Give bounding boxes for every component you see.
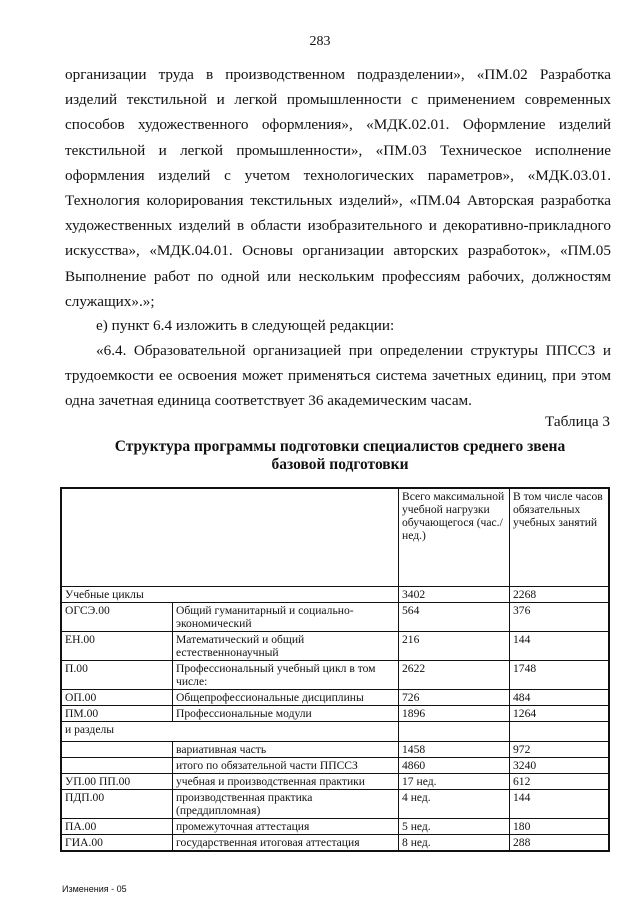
cell-total: 2622 xyxy=(399,660,510,689)
cell-required: 1264 xyxy=(510,705,610,721)
cell-name: итого по обязательной части ППССЗ xyxy=(173,757,399,773)
table-caption: Таблица 3 xyxy=(545,413,610,430)
cell-name: Математический и общий естественнонаучный xyxy=(173,631,399,660)
cell-code xyxy=(61,741,173,757)
cell-name: промежуточная аттестация xyxy=(173,818,399,834)
cell-code: ОП.00 xyxy=(61,689,173,705)
cell-total: 17 нед. xyxy=(399,773,510,789)
cell-required: 144 xyxy=(510,789,610,818)
table-row xyxy=(61,689,609,705)
cell-name: Общий гуманитарный и социально-экономический xyxy=(173,602,399,631)
cell-name: учебная и производственная практики xyxy=(173,773,399,789)
cell-total: 216 xyxy=(399,631,510,660)
cell-required: 144 xyxy=(510,631,610,660)
cell-total: 4 нед. xyxy=(399,789,510,818)
table-row xyxy=(61,789,609,818)
paragraph-6-4: «6.4. Образовательной организацией при определении структуры ППССЗ и трудоемкости ее освоения может применяться система зачетных единиц, при этом одна зачетная единица соответствует 36 академическим часам. xyxy=(65,342,611,410)
cell-name: Общепрофессиональные дисциплины xyxy=(173,689,399,705)
cell-required xyxy=(510,721,610,741)
cell-code: Учебные циклы xyxy=(61,586,399,602)
cell-code: ЕН.00 xyxy=(61,631,173,660)
table-row xyxy=(61,721,609,741)
header-required-hours: В том числе часов обязательных учебных занятий xyxy=(510,488,610,586)
cell-required: 1748 xyxy=(510,660,610,689)
table-row xyxy=(61,660,609,689)
cell-code: ПМ.00 xyxy=(61,705,173,721)
cell-code xyxy=(61,757,173,773)
paragraph-item-e: е) пункт 6.4 изложить в следующей редакции: xyxy=(96,317,395,334)
cell-required: 484 xyxy=(510,689,610,705)
cell-required: 376 xyxy=(510,602,610,631)
cell-name: вариативная часть xyxy=(173,741,399,757)
table-title-line2: базовой подготовки xyxy=(271,456,409,473)
cell-total: 1458 xyxy=(399,741,510,757)
cell-total: 4860 xyxy=(399,757,510,773)
cell-code: П.00 xyxy=(61,660,173,689)
cell-required: 288 xyxy=(510,834,610,851)
cell-name: производственная практика (преддипломная) xyxy=(173,789,399,818)
cell-total: 5 нед. xyxy=(399,818,510,834)
cell-name: Профессиональный учебный цикл в том числе: xyxy=(173,660,399,689)
table-row xyxy=(61,586,609,602)
table-header-row xyxy=(61,488,609,586)
table-row xyxy=(61,602,609,631)
footer-note: Изменения - 05 xyxy=(62,884,127,894)
header-empty-cell xyxy=(61,488,399,586)
table-title xyxy=(60,438,620,474)
cell-code: ПА.00 xyxy=(61,818,173,834)
cell-required: 3240 xyxy=(510,757,610,773)
cell-required: 180 xyxy=(510,818,610,834)
cell-code: ОГСЭ.00 xyxy=(61,602,173,631)
header-total-load: Всего максимальной учебной нагрузки обучающегося (час./нед.) xyxy=(399,488,510,586)
cell-code: и разделы xyxy=(61,721,399,741)
structure-table xyxy=(60,487,610,852)
cell-total: 726 xyxy=(399,689,510,705)
cell-total: 8 нед. xyxy=(399,834,510,851)
cell-code: УП.00 ПП.00 xyxy=(61,773,173,789)
cell-total: 564 xyxy=(399,602,510,631)
cell-total xyxy=(399,721,510,741)
cell-total: 1896 xyxy=(399,705,510,721)
table-row xyxy=(61,741,609,757)
table-title-line1: Структура программы подготовки специалистов среднего звена xyxy=(114,438,566,455)
table-row xyxy=(61,757,609,773)
table-row xyxy=(61,773,609,789)
table-row xyxy=(61,818,609,834)
cell-code: ГИА.00 xyxy=(61,834,173,851)
paragraph-intro: организации труда в производственном подразделении», «ПМ.02 Разработка изделий текстильной и легкой промышленности с применением современных способов художественного оформления», «МДК.02.01. Оформление изделий текстильной и легкой промышленности», «ПМ.03 Техническое исполнение оформления изделий с учетом технологических параметров», «МДК.03.01. Технология колорирования текстильных изделий», «ПМ.04 Авторская разработка художественных изделий в области изобразительного и декоративно-прикладного искусства», «МДК.04.01. Основы организации авторских разработок», «ПМ.05 Выполнение работ по одной или нескольким профессиям рабочих, должностям служащих».»; xyxy=(65,66,611,310)
table-row xyxy=(61,631,609,660)
page-number: 283 xyxy=(309,34,331,49)
cell-required: 612 xyxy=(510,773,610,789)
cell-code: ПДП.00 xyxy=(61,789,173,818)
cell-required: 972 xyxy=(510,741,610,757)
cell-total: 3402 xyxy=(399,586,510,602)
table-row xyxy=(61,705,609,721)
cell-name: государственная итоговая аттестация xyxy=(173,834,399,851)
table-row xyxy=(61,834,609,851)
cell-required: 2268 xyxy=(510,586,610,602)
cell-name: Профессиональные модули xyxy=(173,705,399,721)
